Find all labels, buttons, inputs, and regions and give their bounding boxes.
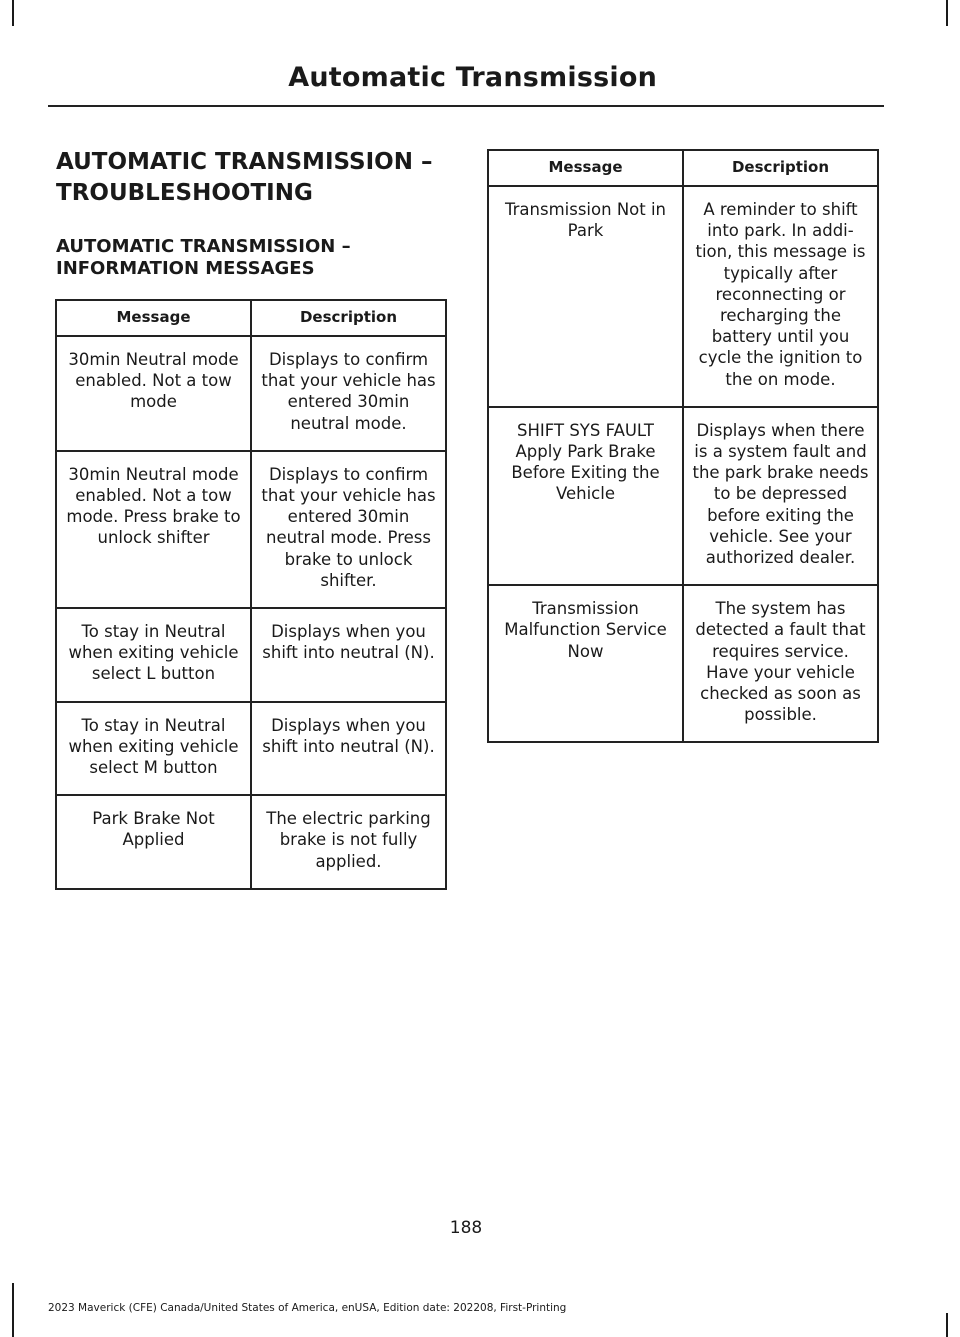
description-cell: The system has detected a fault that requires service. Have your vehicle checked as soon as possible. [683,585,878,742]
table-header-row [56,300,446,336]
table-row [488,585,878,742]
crop-mark-top-right [946,0,948,26]
chapter-title: Automatic Transmission [288,62,657,93]
table-row [56,795,446,889]
description-cell: Displays when there is a system fault and the park brake needs to be depressed before exiting the vehicle. See your authorized dealer. [683,407,878,585]
message-cell: Transmission Not in Park [488,186,683,407]
description-cell: Displays when you shift into neutral (N). [251,702,446,796]
table-row [56,608,446,702]
message-cell: Transmission Malfunction Service Now [488,585,683,742]
section-subheading: AUTOMATIC TRANSMISSION – INFORMATION MESSAGES [56,236,351,279]
section-heading: AUTOMATIC TRANSMISSION – TROUBLESHOOTING [56,149,433,206]
table-row [56,702,446,796]
page-number: 188 [449,1218,483,1238]
crop-mark-bottom-left [12,1283,14,1337]
footer-edition-info: 2023 Maverick (CFE) Canada/United States of America, enUSA, Edition date: 202208, First-Printing [48,1302,567,1314]
message-cell: 30min Neutral mode enabled. Not a tow mode. Press brake to unlock shifter [56,451,251,608]
column-header-description: Description [251,300,446,336]
column-header-message: Message [56,300,251,336]
column-header-description: Description [683,150,878,186]
table-row [488,407,878,585]
message-cell: SHIFT SYS FAULT Apply Park Brake Before Exiting the Vehicle [488,407,683,585]
message-cell: 30min Neutral mode enabled. Not a tow mode [56,336,251,451]
crop-mark-top-left [12,0,14,26]
description-cell: The electric parking brake is not fully applied. [251,795,446,889]
message-cell: Park Brake Not Applied [56,795,251,889]
table-row [488,186,878,407]
description-cell: A reminder to shift into park. In addi-tion, this message is typically after reconnecting or recharging the battery until you cycle the ignition to the on mode. [683,186,878,407]
table-row [56,451,446,608]
crop-mark-bottom-right [946,1313,948,1337]
message-cell: To stay in Neutral when exiting vehicle select M button [56,702,251,796]
description-cell: Displays when you shift into neutral (N). [251,608,446,702]
messages-table-left [55,299,447,890]
table-row [56,336,446,451]
messages-table-right [487,149,879,743]
description-cell: Displays to confirm that your vehicle has entered 30min neutral mode. [251,336,446,451]
header-divider [48,105,884,107]
table-header-row [488,150,878,186]
column-header-message: Message [488,150,683,186]
description-cell: Displays to confirm that your vehicle has entered 30min neutral mode. Press brake to unlock shifter. [251,451,446,608]
message-cell: To stay in Neutral when exiting vehicle select L button [56,608,251,702]
